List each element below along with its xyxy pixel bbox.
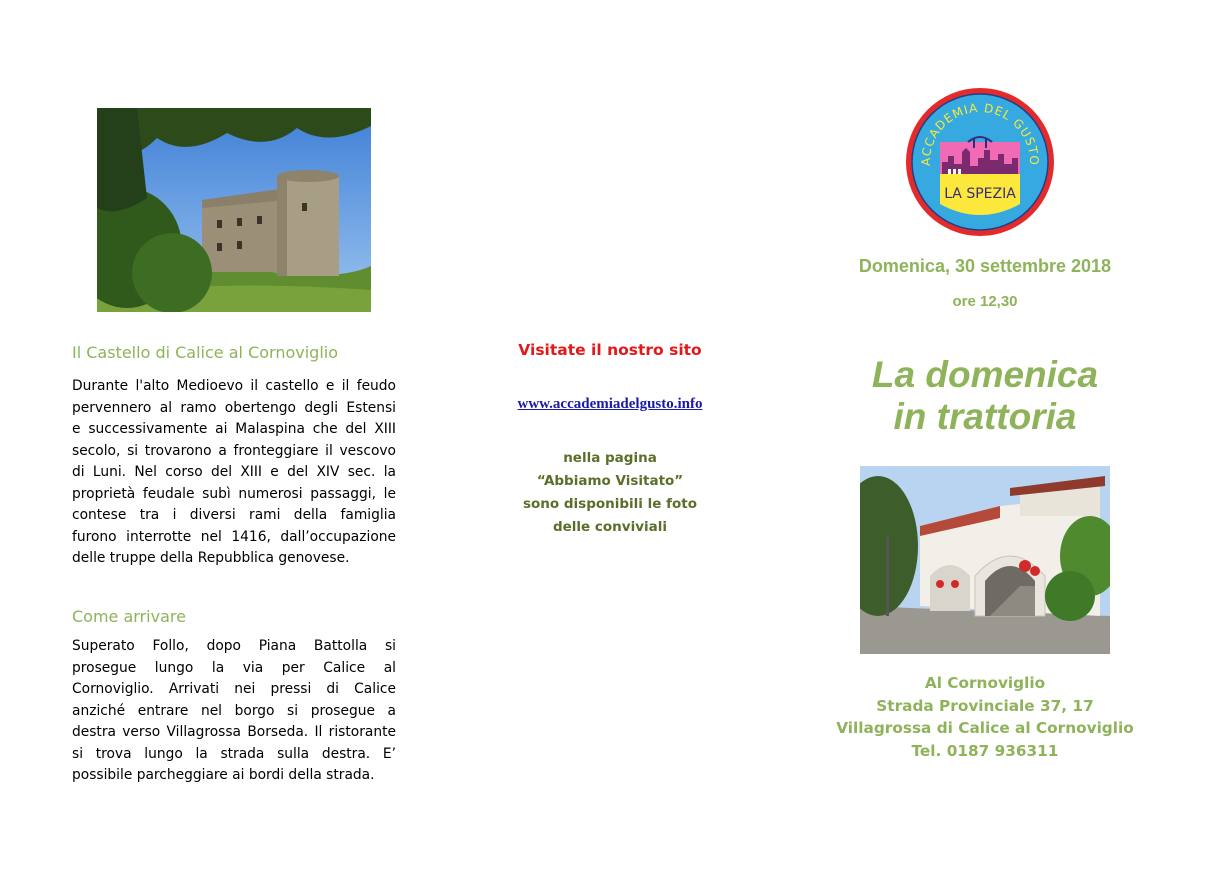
text-line: contese tra i diversi rami della famiglia — [72, 507, 396, 523]
text-line: si trova lungo la strada sulla destra. E’ — [72, 745, 396, 762]
title-line-2: in trattoria — [893, 396, 1077, 437]
note-line: “Abbiamo Visitato” — [536, 473, 684, 489]
text-line: di Luni. Nel corso del XIII e del XIV sec. la — [72, 464, 396, 480]
text-line: prosegue lungo la via per Calice al — [72, 659, 396, 676]
castle-photo — [97, 108, 371, 312]
note-line: nella pagina — [563, 450, 657, 466]
restaurant-name: Al Cornoviglio — [924, 674, 1046, 692]
logo-top-text: ACCADEMIA DEL GUSTO — [918, 100, 1042, 167]
text-line: Superato Follo, dopo Piana Battolla si — [72, 638, 396, 654]
event-time: ore 12,30 — [952, 293, 1018, 310]
text-line: anziché entrare nel borgo si prosegue a — [72, 702, 396, 719]
text-line: proprietà feudale subì numerosi passaggi, le — [72, 485, 396, 502]
town-address: Villagrossa di Calice al Cornoviglio — [836, 719, 1134, 737]
castle-paragraph — [72, 376, 396, 570]
arrive-heading: Come arrivare — [72, 607, 186, 626]
note-line: sono disponibili le foto — [522, 496, 697, 512]
address-block — [820, 672, 1150, 762]
text-line: pervennero al ramo obertengo degli Estensi — [72, 399, 396, 416]
text-line: secolo, si trovarono a fronteggiare il vescovo — [72, 442, 396, 459]
phone-number: Tel. 0187 936311 — [911, 741, 1059, 760]
event-date: Domenica, 30 settembre 2018 — [858, 256, 1112, 276]
restaurant-photo — [860, 466, 1110, 654]
note-line: delle conviviali — [552, 519, 668, 535]
text-line: Durante l'alto Medioevo il castello e il feudo — [72, 378, 396, 394]
street-address: Strada Provinciale 37, 17 — [876, 696, 1094, 715]
website-link[interactable]: www.accademiadelgusto.info — [517, 396, 703, 412]
arrive-paragraph — [72, 636, 396, 787]
logo-bottom-text: LA SPEZIA — [944, 186, 1016, 202]
text-line: e successivamente ai Malaspina che del XIII — [72, 421, 396, 437]
photos-note — [460, 447, 760, 539]
title-line-1: La domenica — [871, 354, 1099, 395]
text-line: delle truppe della Repubblica genovese. — [72, 550, 350, 566]
accademia-logo — [904, 86, 1056, 238]
text-line: Cornoviglio. Arrivati nei pressi di Calice — [72, 681, 396, 697]
castle-heading: Il Castello di Calice al Cornoviglio — [72, 343, 338, 362]
text-line: furono interrotte nel 1416, dall’occupazione — [72, 528, 396, 545]
visit-title: Visitate il nostro sito — [518, 341, 702, 359]
text-line: possibile parcheggiare ai bordi della strada. — [72, 767, 375, 783]
event-title — [835, 354, 1135, 438]
text-line: destra verso Villagrossa Borseda. Il ristorante — [72, 724, 396, 740]
